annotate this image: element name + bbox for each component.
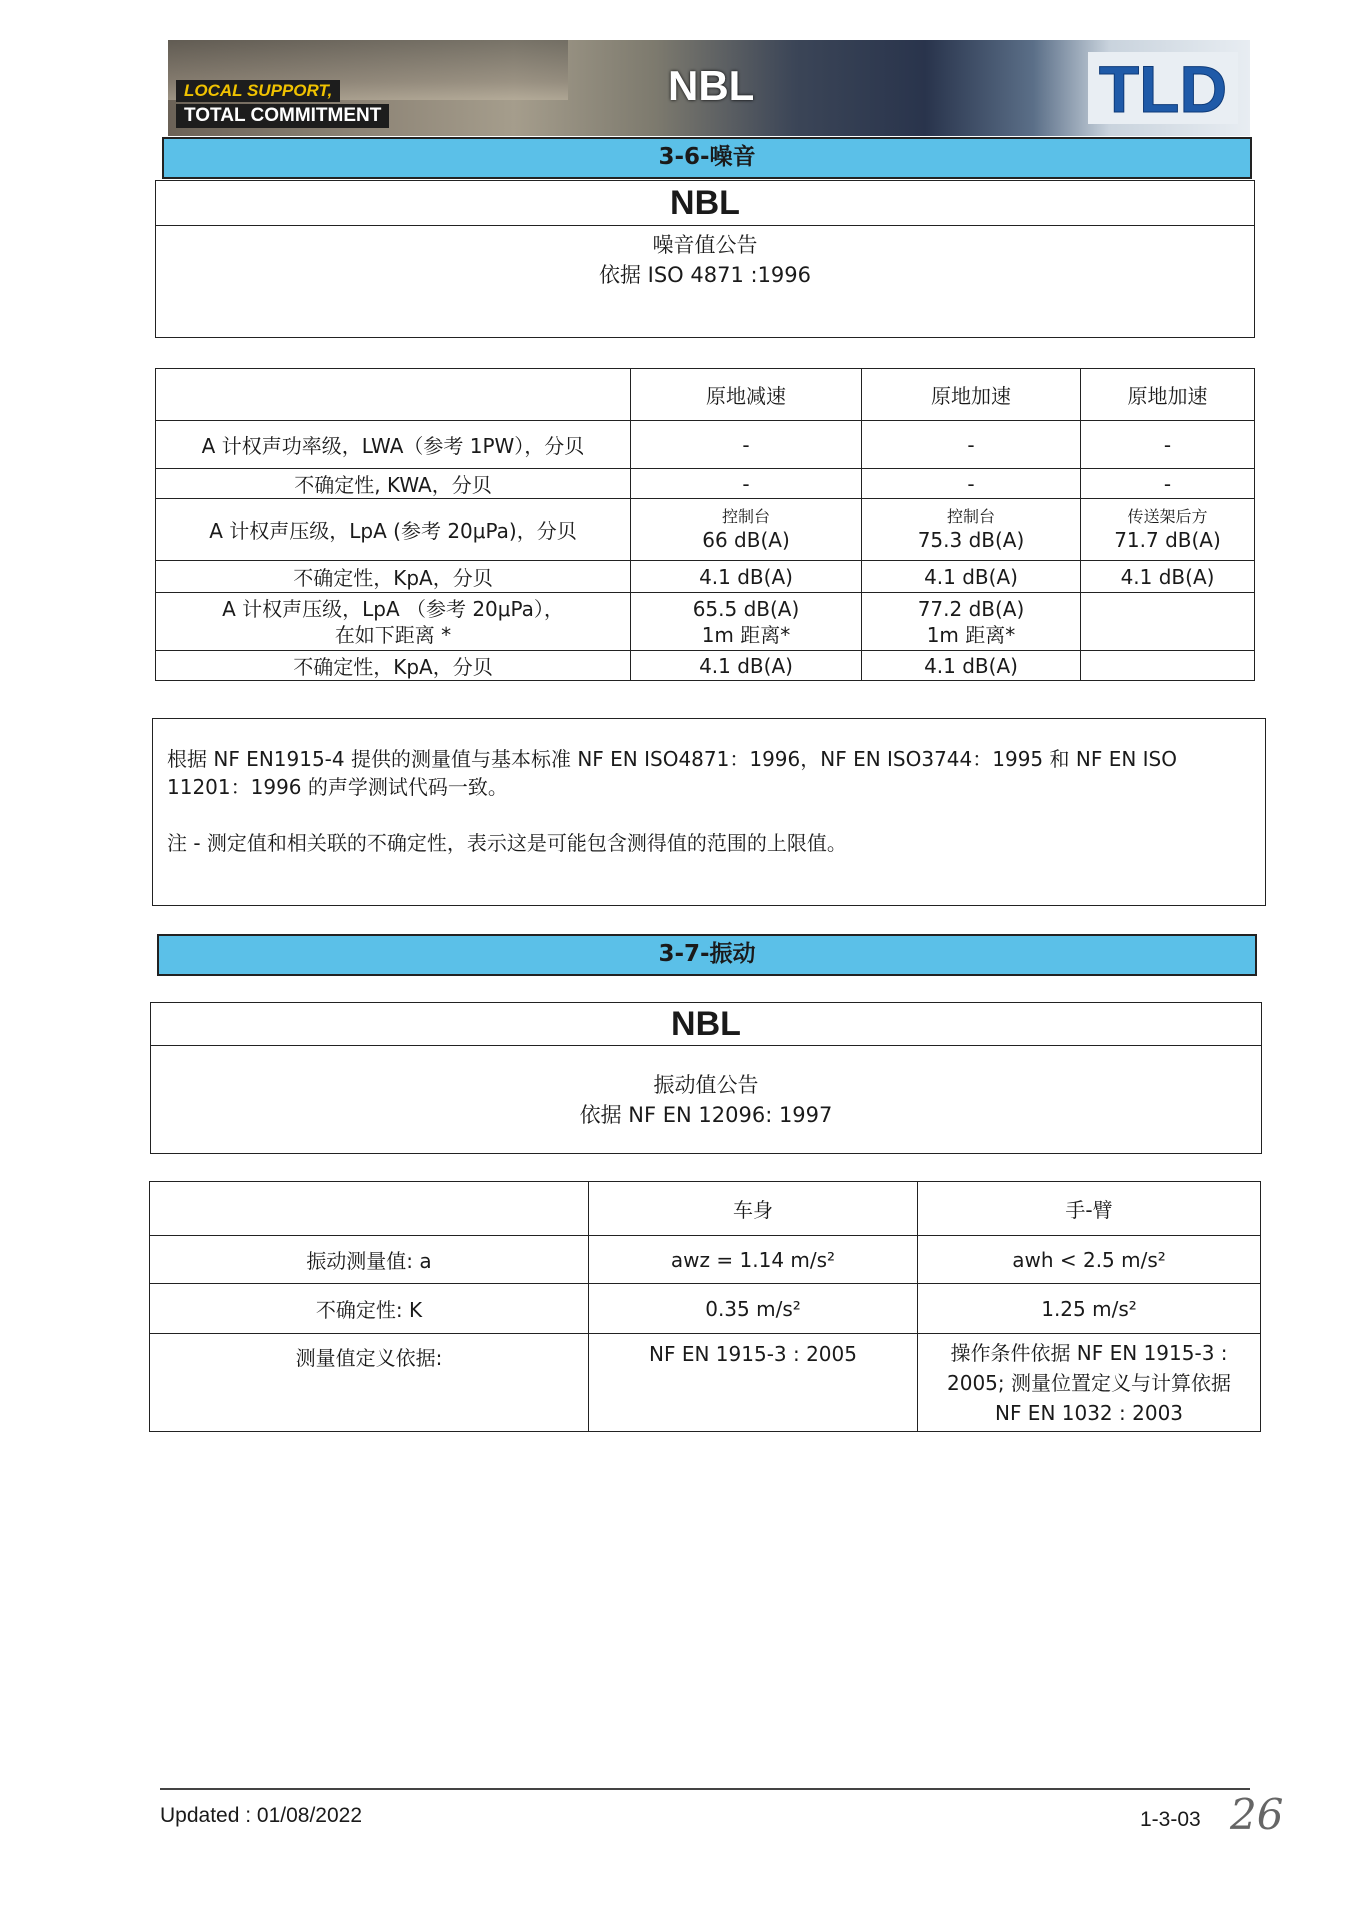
- table-row: [150, 1334, 1261, 1432]
- table-cell: awz = 1.14 m/s²: [589, 1236, 918, 1284]
- table-cell: -: [1081, 421, 1255, 469]
- table-cell: 4.1 dB(A): [631, 561, 862, 593]
- row-label: 测量值定义依据:: [150, 1334, 589, 1432]
- vibration-model-title: NBL: [151, 1003, 1261, 1046]
- table-header-cell: [150, 1182, 589, 1236]
- table-cell: -: [862, 421, 1081, 469]
- vibration-subtitle-2: 依据 NF EN 12096: 1997: [579, 1103, 833, 1127]
- row-label-line: 在如下距离 *: [334, 622, 452, 647]
- vibration-table: [149, 1181, 1261, 1432]
- table-header-row: [156, 369, 1255, 421]
- svg-text:TLD: TLD: [1098, 52, 1228, 126]
- section-header-noise: [162, 137, 1252, 179]
- banner-tagline-1: LOCAL SUPPORT,: [176, 80, 340, 102]
- table-row: [156, 421, 1255, 469]
- noise-subtitle-2: 依据 ISO 4871 :1996: [598, 263, 812, 287]
- cell-line: 操作条件依据 NF EN 1915-3 :: [950, 1340, 1228, 1365]
- cell-value: 77.2 dB(A): [917, 596, 1025, 621]
- cell-value: 1m 距离*: [701, 622, 791, 647]
- table-header-cell: 车身: [589, 1182, 918, 1236]
- cell-value: 66 dB(A): [702, 527, 790, 552]
- table-row: [156, 499, 1255, 561]
- table-cell: [631, 499, 862, 561]
- header-banner: [168, 40, 1250, 136]
- table-cell: 4.1 dB(A): [862, 651, 1081, 681]
- footer-updated: Updated : 01/08/2022: [160, 1804, 363, 1827]
- section-header-vibration: [157, 934, 1257, 976]
- table-cell: [1081, 593, 1255, 651]
- row-label: 不确定性，KpA，分贝: [156, 561, 631, 593]
- table-cell: 4.1 dB(A): [631, 651, 862, 681]
- table-cell: 4.1 dB(A): [1081, 561, 1255, 593]
- section-title: 3-6-噪音: [658, 144, 756, 170]
- cell-line: NF EN 1032 : 2003: [994, 1400, 1184, 1425]
- table-header-cell: 原地减速: [631, 369, 862, 421]
- banner-model: NBL: [668, 62, 755, 109]
- banner-tagline-2: TOTAL COMMITMENT: [176, 104, 389, 128]
- table-header-cell: 手-臂: [918, 1182, 1261, 1236]
- cell-note: 控制台: [946, 506, 995, 526]
- table-cell: -: [1081, 469, 1255, 499]
- row-label: 不确定性: K: [150, 1284, 589, 1334]
- vibration-declaration-box: [150, 1002, 1262, 1154]
- table-cell: 1.25 m/s²: [918, 1284, 1261, 1334]
- vibration-subtitle-1: 振动值公告: [653, 1073, 759, 1097]
- table-cell: awh < 2.5 m/s²: [918, 1236, 1261, 1284]
- table-row: [156, 469, 1255, 499]
- table-header-cell: [156, 369, 631, 421]
- row-label: 不确定性，KpA，分贝: [156, 651, 631, 681]
- table-cell: [862, 499, 1081, 561]
- handwritten-page-number: 26: [1230, 1790, 1284, 1839]
- cell-note: 控制台: [721, 506, 770, 526]
- row-label: A 计权声压级，LpA (参考 20μPa)，分贝: [156, 499, 631, 561]
- row-label: 不确定性, KWA，分贝: [156, 469, 631, 499]
- row-label-line: A 计权声压级，LpA （参考 20μPa），: [222, 596, 564, 621]
- cell-note: 传送架后方: [1127, 506, 1208, 526]
- table-header-row: [150, 1182, 1261, 1236]
- table-row: [150, 1284, 1261, 1334]
- footer-page-ref: 1-3-03: [1140, 1808, 1201, 1831]
- table-cell: 4.1 dB(A): [862, 561, 1081, 593]
- noise-declaration-box: [155, 180, 1255, 338]
- cell-line: 2005; 测量位置定义与计算依据: [947, 1370, 1231, 1395]
- noise-uncertainty-note: 注 - 测定值和相关联的不确定性，表示这是可能包含测得值的范围的上限值。: [167, 831, 847, 855]
- table-cell: -: [862, 469, 1081, 499]
- cell-value: 71.7 dB(A): [1114, 527, 1221, 552]
- table-cell: [1081, 651, 1255, 681]
- table-row: [150, 1236, 1261, 1284]
- table-cell: [1081, 499, 1255, 561]
- section-title: 3-7-振动: [658, 941, 756, 967]
- table-row: [156, 651, 1255, 681]
- row-label: A 计权声功率级，LWA（参考 1PW），分贝: [156, 421, 631, 469]
- noise-standards-note: 根据 NF EN1915-4 提供的测量值与基本标准 NF EN ISO4871：1996，NF EN ISO3744：1995 和 NF EN ISO 11201：1996 的声学测试代码一致。: [167, 747, 1177, 799]
- footer-divider: [160, 1788, 1250, 1790]
- row-label: [156, 593, 631, 651]
- table-row: [156, 561, 1255, 593]
- noise-table: [155, 368, 1255, 681]
- table-cell: [631, 593, 862, 651]
- table-cell: [918, 1334, 1261, 1432]
- table-header-cell: 原地加速: [862, 369, 1081, 421]
- table-row: [156, 593, 1255, 651]
- table-header-cell: 原地加速: [1081, 369, 1255, 421]
- row-label: 振动测量值: a: [150, 1236, 589, 1284]
- noise-subtitle-1: 噪音值公告: [652, 233, 758, 257]
- cell-value: 75.3 dB(A): [917, 527, 1025, 552]
- table-cell: NF EN 1915-3 : 2005: [589, 1334, 918, 1432]
- tld-logo: [1088, 48, 1238, 128]
- cell-value: 65.5 dB(A): [692, 596, 800, 621]
- table-cell: [862, 593, 1081, 651]
- cell-value: 1m 距离*: [926, 622, 1016, 647]
- noise-notes-box: [152, 718, 1266, 906]
- table-cell: 0.35 m/s²: [589, 1284, 918, 1334]
- table-cell: -: [631, 469, 862, 499]
- table-cell: -: [631, 421, 862, 469]
- noise-model-title: NBL: [156, 181, 1254, 226]
